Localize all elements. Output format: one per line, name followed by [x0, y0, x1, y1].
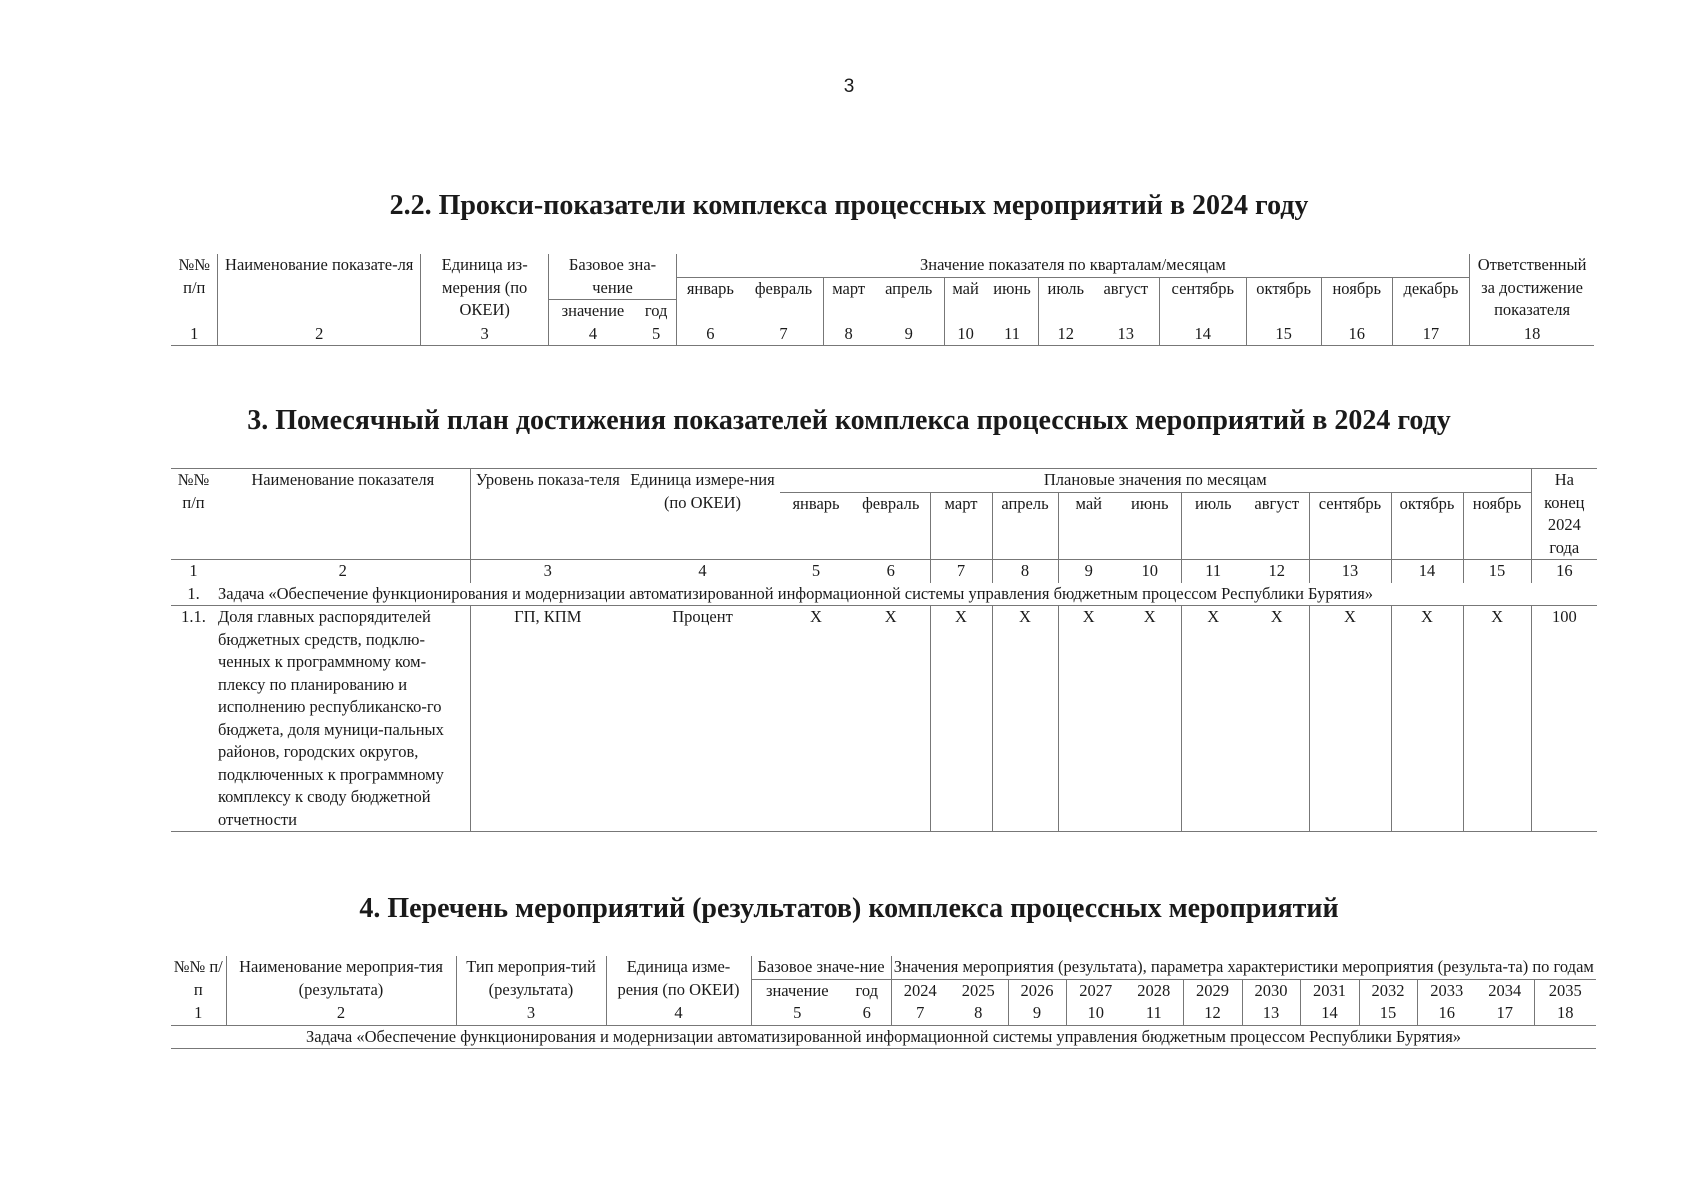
th-month-feb: февраль [744, 277, 823, 323]
page-number: 3 [843, 76, 855, 97]
col-number: 12 [1038, 323, 1092, 346]
col-number: 3 [456, 1002, 606, 1025]
col-number: 1 [171, 1002, 226, 1025]
th-month-dec: декабрь [1392, 277, 1469, 323]
col-number: 15 [1463, 560, 1531, 583]
col-number: 17 [1392, 323, 1469, 346]
plan-value-nov: X [1463, 606, 1531, 832]
section-3-title: 3. Помесячный план достижения показателей комплекса процессных мероприятий в 2024 году [247, 405, 1451, 436]
th-month-mar: март [823, 277, 873, 323]
th-year-2024: 2024 [891, 979, 949, 1002]
activities-table [171, 956, 1596, 1049]
plan-value-oct: X [1391, 606, 1463, 832]
col-number: 4 [549, 323, 637, 346]
col-number: 14 [1300, 1002, 1359, 1025]
col-number: 16 [1321, 323, 1392, 346]
th-values-group: Значения мероприятия (результата), параметра характеристики мероприятия (результа-та) по годам [893, 957, 1594, 976]
th-month-feb: февраль [852, 492, 930, 560]
col-number: 13 [1242, 1002, 1300, 1025]
th-month-sep: сентябрь [1159, 277, 1246, 323]
plan-value-mar: X [930, 606, 992, 832]
th-num: №№ п/п [171, 469, 216, 560]
col-number: 7 [930, 560, 992, 583]
col-number: 2 [218, 323, 421, 346]
section-4-title: 4. Перечень мероприятий (результатов) комплекса процессных мероприятий [359, 893, 1339, 924]
col-number: 17 [1476, 1002, 1534, 1025]
th-base-value: значение [549, 300, 637, 323]
th-base: Базовое зна-чение [549, 254, 676, 300]
col-number: 4 [606, 1002, 751, 1025]
col-number: 11 [986, 323, 1038, 346]
th-year-2025: 2025 [949, 979, 1008, 1002]
col-number: 7 [916, 1003, 925, 1022]
th-end-of-year: На конец 2024 года [1531, 469, 1597, 560]
col-number: 3 [420, 323, 548, 346]
col-number: 14 [1159, 323, 1246, 346]
col-number: 2 [226, 1002, 456, 1025]
col-number: 15 [1246, 323, 1321, 346]
col-number: 9 [1008, 1002, 1066, 1025]
col-number: 3 [470, 560, 625, 583]
col-number: 6 [852, 560, 930, 583]
col-number: 13 [1093, 323, 1160, 346]
col-number: 6 [676, 323, 744, 346]
th-month-may: май [944, 277, 986, 323]
section-2-2-title: 2.2. Прокси-показатели комплекса процессных мероприятий в 2024 году [389, 190, 1309, 221]
col-number: 2 [216, 560, 470, 583]
plan-value-aug: X [1245, 606, 1309, 832]
th-month-may: май [1058, 492, 1119, 560]
plan-value-sep: X [1309, 606, 1391, 832]
col-number: 18 [1470, 323, 1594, 346]
th-values-group: Значение показателя по кварталам/месяцам [676, 254, 1469, 277]
col-number: 6 [843, 1002, 891, 1025]
col-number: 5 [637, 323, 677, 346]
proxy-indicators-table [171, 254, 1594, 346]
task-row: Задача «Обеспечение функционирования и модернизации автоматизированной информационной системы управления бюджетным процессом Республики Бурятия» [171, 1025, 1596, 1049]
th-base-value: значение [751, 979, 843, 1002]
th-unit: Единица измере-ния (по ОКЕИ) [625, 469, 780, 560]
th-month-sep: сентябрь [1309, 492, 1391, 560]
col-number: 10 [1087, 1003, 1105, 1022]
col-number: 9 [873, 323, 944, 346]
th-num: №№ п/п [171, 254, 218, 323]
indicator-unit: Процент [625, 606, 780, 832]
th-unit: Единица изме-рения (по ОКЕИ) [606, 956, 751, 1002]
th-type: Тип мероприя-тий (результата) [456, 956, 606, 1002]
th-year-2027: 2027 [1066, 979, 1125, 1002]
col-number: 9 [1058, 560, 1119, 583]
col-number: 10 [1119, 560, 1181, 583]
col-number: 18 [1557, 1003, 1574, 1022]
th-year-2028: 2028 [1125, 979, 1183, 1002]
plan-value-jul: X [1181, 606, 1245, 832]
th-month-apr: апрель [992, 492, 1058, 560]
monthly-plan-table [171, 468, 1597, 832]
th-num: №№ п/п [171, 956, 226, 1002]
th-month-jun: июнь [1119, 492, 1181, 560]
col-number: 5 [793, 1003, 802, 1022]
th-year-2029: 2029 [1183, 979, 1242, 1002]
th-year-2026: 2026 [1008, 979, 1066, 1002]
col-number: 11 [1125, 1002, 1183, 1025]
plan-value-jun: X [1119, 606, 1181, 832]
task-number: 1. [187, 583, 200, 603]
th-month-jul: июль [1181, 492, 1245, 560]
indicator-level: ГП, КПМ [470, 606, 625, 832]
th-base: Базовое значе-ние [751, 956, 891, 979]
th-year-2034: 2034 [1476, 979, 1534, 1002]
plan-value-feb: X [852, 606, 930, 832]
th-year-2031: 2031 [1300, 979, 1359, 1002]
plan-value-jan: X [780, 606, 852, 832]
col-number: 8 [992, 560, 1058, 583]
col-number: 4 [625, 560, 780, 583]
th-base-year: год [843, 979, 891, 1002]
th-month-nov: ноябрь [1321, 277, 1392, 323]
th-month-apr: апрель [873, 277, 944, 323]
col-number: 7 [744, 323, 823, 346]
th-month-jan: январь [676, 277, 744, 323]
th-responsible: Ответственный за достижение показателя [1477, 255, 1587, 319]
col-number: 11 [1181, 560, 1245, 583]
th-month-aug: август [1245, 492, 1309, 560]
th-month-jul: июль [1038, 277, 1092, 323]
th-base-year: год [637, 300, 677, 323]
th-month-aug: август [1093, 277, 1160, 323]
col-number: 1 [171, 560, 216, 583]
th-name: Наименование показате-ля [218, 254, 421, 323]
th-year-2035: 2035 [1534, 979, 1596, 1002]
th-month-mar: март [930, 492, 992, 560]
th-name: Наименование показателя [216, 469, 470, 560]
col-number: 8 [949, 1002, 1008, 1025]
col-number: 1 [171, 323, 218, 346]
plan-value-apr: X [992, 606, 1058, 832]
th-level: Уровень показа-теля [470, 469, 625, 560]
th-name: Наименование мероприя-тия (результата) [226, 956, 456, 1002]
col-number: 12 [1183, 1002, 1242, 1025]
row-number: 1.1. [171, 606, 216, 832]
th-month-nov: ноябрь [1463, 492, 1531, 560]
col-number: 14 [1391, 560, 1463, 583]
col-number: 16 [1438, 1003, 1456, 1022]
col-number: 10 [944, 323, 986, 346]
th-year-2032: 2032 [1359, 979, 1417, 1002]
col-number: 12 [1245, 560, 1309, 583]
th-plan-group: Плановые значения по месяцам [780, 469, 1531, 493]
th-month-oct: октябрь [1246, 277, 1321, 323]
col-number: 8 [823, 323, 873, 346]
th-month-jun: июнь [986, 277, 1038, 323]
task-row: Задача «Обеспечение функционирования и модернизации автоматизированной информационной системы управления бюджетным процессом Республики Бурятия» [218, 583, 1374, 603]
th-year-2033: 2033 [1417, 979, 1476, 1002]
col-number: 16 [1531, 560, 1597, 583]
th-month-jan: январь [780, 492, 852, 560]
plan-value-may: X [1058, 606, 1119, 832]
col-number: 13 [1309, 560, 1391, 583]
plan-value-end: 100 [1531, 606, 1597, 832]
indicator-name: Доля главных распорядителей бюджетных средств, подклю-ченных к программному ком-плексу по планированию и исполнению республиканско-го бюджета, доля муници-пальных районов, городских округов, подключенных к программному комплексу к своду бюджетной отчетности [216, 606, 470, 832]
th-month-oct: октябрь [1391, 492, 1463, 560]
th-year-2030: 2030 [1242, 979, 1300, 1002]
th-unit: Единица из-мерения (по ОКЕИ) [420, 254, 548, 323]
col-number: 15 [1359, 1002, 1417, 1025]
col-number: 5 [780, 560, 852, 583]
